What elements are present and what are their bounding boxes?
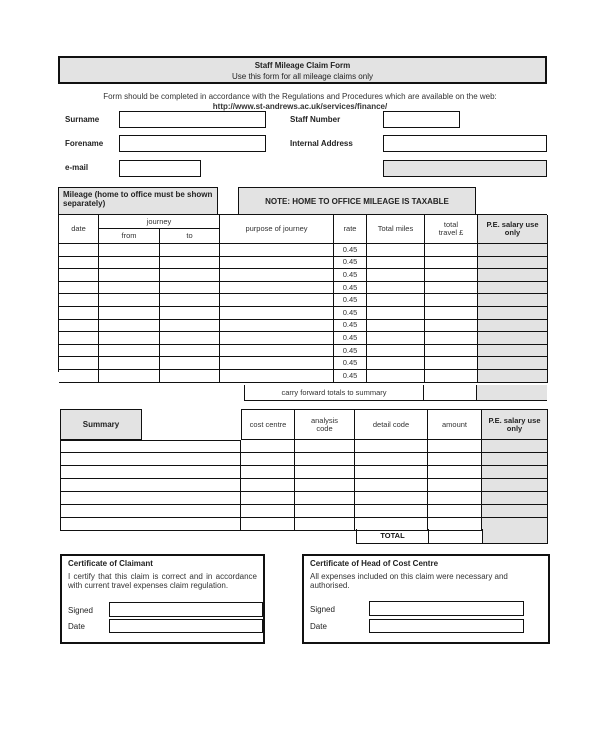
mileage-cell-purpose[interactable]: [220, 320, 334, 333]
summary-cell-summary[interactable]: [60, 466, 241, 479]
mileage-cell-date[interactable]: [59, 320, 99, 333]
mileage-cell-total-miles[interactable]: [367, 244, 425, 257]
mileage-cell-pe: [478, 370, 548, 383]
intro-text: [50, 92, 550, 112]
mileage-cell-total-travel[interactable]: [425, 257, 478, 270]
head-date-label: Date: [310, 622, 327, 631]
col-pe-salary: P.E. salary use only: [478, 215, 548, 244]
summary-cell-summary[interactable]: [60, 492, 241, 505]
mileage-cell-date[interactable]: [59, 357, 99, 370]
summary-cell-pe: [482, 505, 548, 518]
col-amount: amount: [428, 409, 482, 440]
summary-cell-detail-code[interactable]: [355, 453, 428, 466]
mileage-cell-total-travel[interactable]: [425, 332, 478, 345]
mileage-cell-from[interactable]: [99, 370, 160, 383]
mileage-cell-pe: [478, 294, 548, 307]
col-analysis-code: analysis code: [295, 409, 355, 440]
mileage-cell-from[interactable]: [99, 269, 160, 282]
summary-cell-detail-code[interactable]: [355, 466, 428, 479]
mileage-cell-from[interactable]: [99, 294, 160, 307]
mileage-cell-from[interactable]: [99, 357, 160, 370]
head-date-field[interactable]: [369, 619, 524, 633]
mileage-cell-purpose[interactable]: [220, 370, 334, 383]
col-purpose: purpose of journey: [220, 215, 334, 244]
summary-cell-amount[interactable]: [428, 440, 482, 453]
email-field[interactable]: [119, 160, 201, 177]
claimant-cert-title: Certificate of Claimant: [68, 559, 153, 568]
summary-cell-pe: [482, 440, 548, 453]
summary-cell-cost-centre[interactable]: [241, 466, 295, 479]
summary-cell-analysis-code[interactable]: [295, 492, 355, 505]
summary-cell-analysis-code[interactable]: [295, 479, 355, 492]
mileage-cell-to[interactable]: [160, 357, 220, 370]
col-pe-salary-summary: P.E. salary use only: [482, 409, 548, 440]
carry-forward-row: [244, 385, 547, 401]
mileage-cell-pe: [478, 345, 548, 358]
mileage-cell-total-miles[interactable]: [367, 307, 425, 320]
mileage-cell-to[interactable]: [160, 294, 220, 307]
mileage-cell-purpose[interactable]: [220, 282, 334, 295]
mileage-cell-rate: 0.45: [334, 257, 367, 270]
mileage-cell-total-travel[interactable]: [425, 282, 478, 295]
mileage-cell-from[interactable]: [99, 345, 160, 358]
form-subtitle: Use this form for all mileage claims only: [232, 72, 373, 81]
mileage-cell-purpose[interactable]: [220, 257, 334, 270]
mileage-cell-date[interactable]: [59, 294, 99, 307]
mileage-cell-purpose[interactable]: [220, 357, 334, 370]
summary-cell-cost-centre[interactable]: [241, 505, 295, 518]
mileage-cell-rate: 0.45: [334, 294, 367, 307]
summary-cell-pe: [482, 466, 548, 479]
mileage-cell-from[interactable]: [99, 320, 160, 333]
claimant-cert-body: I certify that this claim is correct and in accordance with current travel expenses claim regulation.: [68, 572, 257, 590]
col-cost-centre: cost centre: [241, 409, 295, 440]
col-total-miles: Total miles: [367, 215, 425, 244]
mileage-cell-total-travel[interactable]: [425, 320, 478, 333]
mileage-cell-to[interactable]: [160, 370, 220, 383]
summary-cell-detail-code[interactable]: [355, 505, 428, 518]
summary-cell-amount[interactable]: [428, 479, 482, 492]
mileage-cell-pe: [478, 320, 548, 333]
col-to: to: [160, 229, 220, 244]
total-row: [356, 529, 548, 544]
summary-table: [60, 409, 548, 531]
summary-cell-cost-centre[interactable]: [241, 518, 295, 531]
summary-cell-analysis-code[interactable]: [295, 518, 355, 531]
mileage-cell-pe: [478, 307, 548, 320]
mileage-cell-pe: [478, 269, 548, 282]
forename-field[interactable]: [119, 135, 266, 152]
summary-cell-analysis-code[interactable]: [295, 505, 355, 518]
mileage-cell-purpose[interactable]: [220, 345, 334, 358]
mileage-cell-to[interactable]: [160, 345, 220, 358]
mileage-cell-date[interactable]: [59, 307, 99, 320]
claimant-certificate: [60, 554, 265, 644]
summary-cell-amount[interactable]: [428, 492, 482, 505]
summary-cell-summary[interactable]: [60, 518, 241, 531]
mileage-cell-to[interactable]: [160, 307, 220, 320]
intro-instructions: Form should be completed in accordance with the Regulations and Procedures which are available on the web:: [103, 92, 497, 101]
summary-cell-summary[interactable]: [60, 479, 241, 492]
mileage-cell-total-miles[interactable]: [367, 332, 425, 345]
mileage-cell-rate: 0.45: [334, 269, 367, 282]
summary-cell-pe: [482, 492, 548, 505]
forename-label: Forename: [65, 139, 104, 148]
mileage-cell-from[interactable]: [99, 244, 160, 257]
mileage-cell-date[interactable]: [59, 370, 99, 383]
summary-cell-summary[interactable]: [60, 440, 241, 453]
mileage-table: [58, 214, 547, 380]
col-detail-code: detail code: [355, 409, 428, 440]
mileage-cell-purpose[interactable]: [220, 332, 334, 345]
col-total-travel: total travel £: [425, 215, 478, 244]
mileage-cell-total-travel[interactable]: [425, 294, 478, 307]
claimant-signed-label: Signed: [68, 606, 93, 615]
col-from: from: [99, 229, 160, 244]
summary-cell-amount[interactable]: [428, 505, 482, 518]
head-signed-label: Signed: [310, 605, 335, 614]
mileage-cell-from[interactable]: [99, 332, 160, 345]
summary-cell-cost-centre[interactable]: [241, 453, 295, 466]
mileage-cell-total-travel[interactable]: [425, 269, 478, 282]
mileage-section-label: Mileage (home to office must be shown separately): [58, 187, 218, 215]
mileage-cell-pe: [478, 332, 548, 345]
mileage-cell-from[interactable]: [99, 282, 160, 295]
mileage-cell-date[interactable]: [59, 257, 99, 270]
total-pe: [483, 529, 547, 543]
mileage-cell-date[interactable]: [59, 282, 99, 295]
claimant-date-field[interactable]: [109, 619, 263, 633]
total-amount[interactable]: [429, 529, 483, 543]
form-title: Staff Mileage Claim Form: [254, 61, 351, 70]
mileage-cell-total-miles[interactable]: [367, 257, 425, 270]
summary-cell-amount[interactable]: [428, 466, 482, 479]
mileage-cell-to[interactable]: [160, 282, 220, 295]
mileage-cell-pe: [478, 244, 548, 257]
mileage-cell-total-miles[interactable]: [367, 282, 425, 295]
col-journey: journey: [99, 215, 220, 229]
mileage-cell-to[interactable]: [160, 320, 220, 333]
mileage-cell-to[interactable]: [160, 244, 220, 257]
mileage-cell-to[interactable]: [160, 257, 220, 270]
mileage-cell-date[interactable]: [59, 269, 99, 282]
mileage-cell-rate: 0.45: [334, 307, 367, 320]
internal-address-label: Internal Address: [290, 139, 353, 148]
summary-cell-cost-centre[interactable]: [241, 440, 295, 453]
mileage-cell-rate: 0.45: [334, 370, 367, 383]
mileage-cell-total-miles[interactable]: [367, 320, 425, 333]
summary-cell-summary[interactable]: [60, 505, 241, 518]
mileage-cell-total-miles[interactable]: [367, 370, 425, 383]
mileage-cell-from[interactable]: [99, 307, 160, 320]
claimant-date-label: Date: [68, 622, 85, 631]
summary-cell-cost-centre[interactable]: [241, 492, 295, 505]
mileage-cell-rate: 0.45: [334, 244, 367, 257]
taxable-note: NOTE: HOME TO OFFICE MILEAGE IS TAXABLE: [238, 187, 476, 215]
summary-cell-detail-code[interactable]: [355, 440, 428, 453]
summary-label: Summary: [60, 409, 142, 440]
mileage-cell-purpose[interactable]: [220, 294, 334, 307]
mileage-cell-total-travel[interactable]: [425, 307, 478, 320]
head-signed-field[interactable]: [369, 601, 524, 616]
mileage-cell-purpose[interactable]: [220, 307, 334, 320]
mileage-cell-rate: 0.45: [334, 345, 367, 358]
mileage-cell-pe: [478, 282, 548, 295]
summary-cell-detail-code[interactable]: [355, 492, 428, 505]
head-certificate: [302, 554, 550, 644]
surname-field[interactable]: [119, 111, 266, 128]
email-label: e-mail: [65, 163, 89, 172]
internal-address-field[interactable]: [383, 135, 547, 152]
summary-cell-amount[interactable]: [428, 453, 482, 466]
finance-url[interactable]: http://www.st-andrews.ac.uk/services/finance/: [212, 102, 388, 111]
summary-cell-cost-centre[interactable]: [241, 479, 295, 492]
col-rate: rate: [334, 215, 367, 244]
mileage-cell-date[interactable]: [59, 244, 99, 257]
internal-address-field-2[interactable]: [383, 160, 547, 177]
carry-forward-total[interactable]: [424, 385, 477, 400]
mileage-cell-total-miles[interactable]: [367, 357, 425, 370]
mileage-cell-pe: [478, 257, 548, 270]
total-label: TOTAL: [357, 529, 429, 543]
staff-number-label: Staff Number: [290, 115, 341, 124]
mileage-cell-date[interactable]: [59, 332, 99, 345]
head-cert-body: All expenses included on this claim were necessary and authorised.: [310, 572, 508, 590]
summary-cell-pe: [482, 479, 548, 492]
mileage-cell-to[interactable]: [160, 332, 220, 345]
summary-cell-pe: [482, 453, 548, 466]
head-cert-title: Certificate of Head of Cost Centre: [310, 559, 439, 568]
mileage-cell-pe: [478, 357, 548, 370]
summary-cell-detail-code[interactable]: [355, 479, 428, 492]
mileage-cell-date[interactable]: [59, 345, 99, 358]
mileage-cell-total-travel[interactable]: [425, 244, 478, 257]
mileage-cell-total-miles[interactable]: [367, 345, 425, 358]
mileage-cell-rate: 0.45: [334, 357, 367, 370]
mileage-cell-rate: 0.45: [334, 282, 367, 295]
mileage-cell-total-travel[interactable]: [425, 345, 478, 358]
mileage-cell-rate: 0.45: [334, 332, 367, 345]
staff-number-field[interactable]: [383, 111, 460, 128]
mileage-cell-total-miles[interactable]: [367, 294, 425, 307]
summary-cell-analysis-code[interactable]: [295, 466, 355, 479]
surname-label: Surname: [65, 115, 100, 124]
col-date: date: [59, 215, 99, 244]
carry-forward-pe: [477, 385, 547, 400]
claimant-signed-field[interactable]: [109, 602, 263, 617]
summary-cell-analysis-code[interactable]: [295, 453, 355, 466]
mileage-cell-total-travel[interactable]: [425, 357, 478, 370]
summary-cell-summary[interactable]: [60, 453, 241, 466]
mileage-cell-purpose[interactable]: [220, 269, 334, 282]
mileage-cell-to[interactable]: [160, 269, 220, 282]
form-title-box: [58, 56, 547, 84]
mileage-cell-total-miles[interactable]: [367, 269, 425, 282]
mileage-cell-rate: 0.45: [334, 320, 367, 333]
summary-cell-analysis-code[interactable]: [295, 440, 355, 453]
mileage-cell-from[interactable]: [99, 257, 160, 270]
mileage-cell-purpose[interactable]: [220, 244, 334, 257]
mileage-cell-total-travel[interactable]: [425, 370, 478, 383]
carry-forward-label: carry forward totals to summary: [245, 385, 424, 400]
